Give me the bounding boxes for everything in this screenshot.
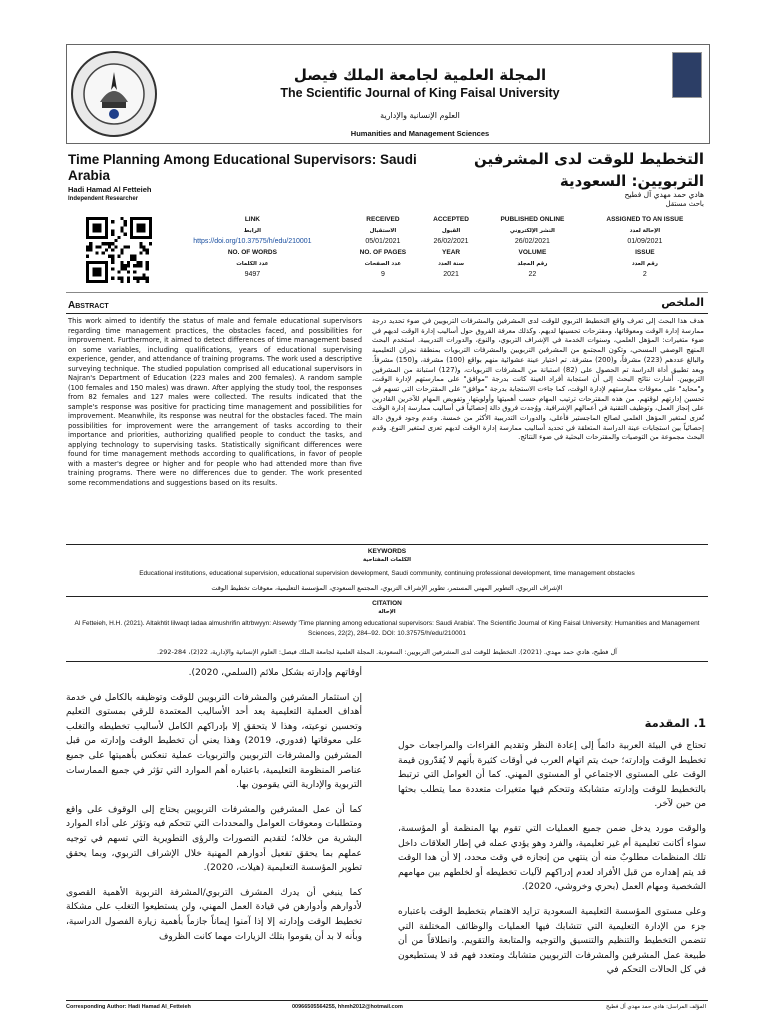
author-contact[interactable]: 00966505564255, hhmh2012@hotmail.com xyxy=(292,1004,403,1010)
meta-label: ASSIGNED TO AN ISSUE xyxy=(606,216,684,223)
meta-label: LINK xyxy=(244,216,260,223)
paragraph: والوقت مورد يدخل ضمن جميع العمليات التي تقوم بها المنظمة أو المؤسسة، سواء أكانت تعليمية أم غير تعليمية، والفرد وهو يؤدي عمله في إطار العلاقات داخل تلك المنظمات مطلوبٌ منه أن ينتهي من إنجازه في وقت محدد، إلا أن هدا الوقت قد يتم إهداره من قبل الأفراد لعدم إدراكهم لآليات تخطيطه أو لخلطهم بين مهامهم الشخصية ومهام العمل (بحري وخروشي، 2020). xyxy=(398,823,706,893)
citation-english: Al Fetteieh, H.H. (2021). Altakhtit lilwaqt ladaa almushrifin altrbwyyn: Alsewdy 'Time planning among educational supervisors: Saudi Arabia'. The Scientific Journal of King Faisal University: Humanities and Management Sciences, 22(2), 284–92. DOI: 10.37575/h/edu/210001 xyxy=(74,620,700,637)
paragraph: كما أن عمل المشرفين والمشرفات التربويين يحتاج إلى الوقوف على واقع ومتطلبات ومعوقات العوامل والمحددات التي تتحكم فيه وتؤثر على أداء الموارد البشرية من خلاله؛ لتقديم التصورات والرؤى التطويرية التي تسهم في توجيه عملهم بما يحقق تفعيل أدوارهم المهنية خلال الإشراف التربوي، وبما يحقق تطوير المؤسسة التعليمية (هيلات، 2020). xyxy=(66,804,362,874)
paragraph: إن استثمار المشرفين والمشرفات التربويين للوقت وتوظيفه بالكامل في خدمة أهداف العملية التعليمية يعد أحد الأساليب المعتمدة للرقي بمستوى التعليم وتحسين نوعيته، وهذا لا يتحقق إلا بإدراكهم الكامل لأساليب تخطيطه والتغلب على معوقاتها (فدوري، 2019) وهذا يعني أن تخطيط الوقت وإدارته من قبل المشرفين والمشرفات التربويين والتربويات عملية تنعكس بأهميتها على جميع عناصر المنظومة التعليمية، باعتباره أهم الموارد التي تؤثر في جميع الممارسات التربوية والإدارية التي يقومون بها. xyxy=(66,692,362,791)
meta-value: 26/02/2021 xyxy=(433,238,469,245)
meta-value: 9 xyxy=(380,271,385,278)
journal-section-english: Humanities and Management Sciences xyxy=(350,129,490,138)
divider xyxy=(66,596,708,597)
divider xyxy=(66,544,708,545)
meta-value: 2 xyxy=(642,271,647,278)
meta-value: 9497 xyxy=(244,271,261,278)
meta-label: NO. OF PAGES xyxy=(359,249,407,256)
meta-value: 2021 xyxy=(443,271,459,278)
corresponding-author: Corresponding Author: Hadi Hamad Al_Fetteieh xyxy=(66,1004,191,1010)
journal-title-english: The Scientific Journal of King Faisal University xyxy=(280,86,560,100)
citation-heading-arabic: الإحالة xyxy=(378,609,396,615)
abstract-heading-arabic: الملخص xyxy=(661,296,704,309)
author-affiliation-english: Independent Researcher xyxy=(68,196,139,202)
divider xyxy=(66,661,708,662)
meta-label: VOLUME xyxy=(518,249,547,256)
journal-title-arabic: المجلة العلمية لجامعة الملك فيصل xyxy=(293,66,547,84)
university-logo xyxy=(70,50,158,138)
qr-code-icon[interactable] xyxy=(86,217,152,283)
paragraph: تحتاج في البيئة العربية دائماً إلى إعادة النظر وتقديم القراءات والمراجعات حول تخطيط الوقت وإدارته؛ حيث يتم اتهام العرب في أوقات كثيرة بأنهم لا يُقدّرون قيمة الوقت على المستوى الاجتماعي أو المستوى المهني. كما أن العوامل التي ترتبط بالتخطيط للوقت وإدارته متشابكة وتتحكم فيها متغيرات متعددة مما يتطلب بحثها من حين لآخر. xyxy=(398,741,706,810)
journal-cover-thumbnail xyxy=(672,52,702,98)
meta-label: الرابط xyxy=(243,227,261,234)
meta-label: ACCEPTED xyxy=(433,216,469,223)
citation-arabic: آل فطيح، هادي حمد مهدي. (2021). التخطيط للوقت لدى المشرفين التربويين: السعودية. المجلة العلمية لجامعة الملك فيصل: العلوم الإنسانية والإدارية، 22(2)، 284-292. xyxy=(157,648,617,656)
meta-label: عدد الكلمات xyxy=(236,260,269,267)
meta-label: عدد الصفحات xyxy=(364,260,402,267)
meta-value: 22 xyxy=(528,271,537,278)
meta-label: سنة العدد xyxy=(438,260,465,267)
meta-value[interactable]: https://doi.org/10.37575/h/edu/210001 xyxy=(193,238,312,245)
keywords-heading-arabic: الكلمات المفتاحية xyxy=(362,557,412,563)
article-title-arabic: التخطيط للوقت لدى المشرفين التربويين: السعودية xyxy=(474,150,704,190)
citation-heading-english: CITATION xyxy=(372,600,402,607)
keywords-arabic: الإشراف التربوي، التطوير المهني المستمر، تطوير الإشراف التربوي، المجتمع السعودي، المؤسسة التعليمية، معوقات تخطيط الوقت xyxy=(211,584,563,592)
body-column-right xyxy=(398,739,706,988)
meta-label: YEAR xyxy=(442,249,461,256)
meta-label: الإحالة لعدد xyxy=(629,227,661,234)
abstract-heading-english: Abstract xyxy=(68,300,109,311)
divider xyxy=(66,1000,708,1001)
meta-value: 05/01/2021 xyxy=(365,238,401,245)
article-metadata-table xyxy=(160,214,706,280)
abstract-text-arabic: هدف هذا البحث إلى تعرف واقع التخطيط التربوي للوقت لدى المشرفين والمشرفات التربويين في ضوء تحديد درجة ممارسة إدارة الوقت ومعوقاتها، ومقترحات تحسينها لديهم. وكذلك معرفة الفروق حول أساليب إدارة الوقت لديهم في ضوء متغيرات: المؤهل العلمي، وسنوات الخدمة في الإشراف التربوي، والنوع، والدورات التدريبية. استخدم البحث المنهج الوصفي المسحي، وتكون المجتمع من المشرفين التربويين والمشرفات التربويات بمنطقة نجران التعليمية والبالغ عددهم (223) مشرفاً، و(200) مشرفة. تم اختيار عينة عشوائية منهم بواقع (100) مشرفة، و(150) مشرفاً. وبعد تطبيق أداة الدراسة تم الحصول على (82) استبانة من المشرفات التربويات، و(127) استبانة من المشرفين التربويين. أشارت نتائج البحث إلى أن استجابة أفراد العينة كانت بدرجة "موافق" على ممارستهم لإدارة الوقت، و"محايد" على معوقات ممارستهم لإدارة الوقت، كما جاءت الاستجابة بدرجة "موافق" على المقترحات التي تسهم في تحسين إدارتهم لوقتهم. من هذه المقترحات ترتيب المهام حسب أهميتها وأولويتها، وتفويض المهام للآخرين القادرين على إنجاز العمل، وتوظيف التقنية في أعمالهم الإشرافية. ووُجدت فروق دالة إحصائياً في أساليب ممارسة إدارة الوقت تُعزى لمتغير المؤهل العلمي لصالح الماجستير فأعلى، والدورات التدريبية الأكثر من خمسة. وعدم وجود فروق دالة إحصائياً بين استجابات عينة الدراسة المتعلقة في تحديد أساليب ممارسة إدارة الوقت لديهم تعزى لمتغير النوع. وقدم البحث مجموعة من التوصيات والمقترحات البحثية في ضوء النتائج. xyxy=(372,317,705,442)
paragraph: أوقاتهم وإدارته بشكل ملائم (السلمي، 2020). xyxy=(188,668,362,678)
meta-value: 26/02/2021 xyxy=(514,238,550,245)
meta-label: رقم المجلد xyxy=(517,260,548,267)
keywords-heading-english: KEYWORDS xyxy=(367,548,407,555)
keywords-english: Educational institutions, educational supervision, educational supervision development, Saudi community, continuing professional development, time management obstacles xyxy=(139,570,635,577)
paragraph: وعلى مستوى المؤسسة التعليمية السعودية تزايد الاهتمام بتخطيط الوقت باعتباره جزء من الإدارة التعليمية التي تتشابك فيها العمليات والوظائف المختلفة التي تتضمن التخطيط والتنظيم والتنسيق والتوجيه والمتابعة والتقويم. وانطلاقاً من أن طبيعة عمل المشرفين والمشرفات التربويين متشابك ومتعدد فهم قد لا يستطيعون في كل الحالات التحكم في xyxy=(398,906,706,976)
abstract-text-english: This work aimed to identify the status of male and female educational supervisors regarding time management practices, the obstacles faced, and possibilities for improvement. Furthermore, it aimed to detect differences of time management based on some variables, including qualifications, years of educational supervising experience, gender, and attendance of training programs. The work used a descriptive surveying technique. The studied population comprised all educational supervisors in Najran's Department of Education (223 males and 200 females). A random sample (100 females and 150 males) was drawn. After applying the study tool, the responses from 82 females and 127 males were collected. The results indicated that the sample's response was positive for practicing time management and possibilities for improvement. Meanwhile, its response was neutral for the obstacles faced. The main possibilities for improvement were the arrangement of tasks according to their importance and priorities, authorizing qualified people to conduct the tasks, and applying technology to supervising tasks. Statistically significant differences were found for time management methods according to qualifications, in favor of people with a master's degree or higher and for people who had attended more than five training programs. There were no differences due to gender. The work presented some recommendations and suggestions based on its results. xyxy=(68,317,363,487)
meta-label: ISSUE xyxy=(635,249,655,256)
author-name-english: Hadi Hamad Al Fetteieh xyxy=(68,185,152,194)
corresponding-author-arabic: المؤلف المراسل: هادي حمد مهدي آل فطيح xyxy=(605,1004,706,1010)
journal-section-arabic: العلوم الإنسانية والإدارية xyxy=(380,111,460,120)
meta-label: PUBLISHED ONLINE xyxy=(500,216,565,223)
author-affiliation-arabic: باحث مستقل xyxy=(665,200,704,208)
divider xyxy=(66,292,708,293)
meta-label: NO. OF WORDS xyxy=(227,249,277,256)
author-name-arabic: هادي حمد مهدي آل فطيح xyxy=(624,190,704,199)
meta-label: RECEIVED xyxy=(366,216,400,223)
meta-label: النشر الإلكتروني xyxy=(509,227,555,234)
meta-label: القبول xyxy=(441,227,461,234)
divider xyxy=(66,313,708,314)
article-title-english: Time Planning Among Educational Supervisors: Saudi Arabia xyxy=(68,152,417,183)
paragraph: كما ينبغي أن يدرك المشرف التربوي/المشرفة التربوية الأهمية القصوى لأدوارهم وأدوارهن في قيادة العمل المهني، ولن يستطيعوا التغلب على مشكلة تخطيط الوقت وإدارته إلا إذا آمنوا إيماناً جازماً بأهمية زيارة الفصول الدراسية، وبأنه لا بد أن يقوموا بتلك الزيارات مهما كانت الظروف xyxy=(66,887,362,942)
section-heading-introduction: 1. المقدمة xyxy=(644,716,706,730)
body-column-left xyxy=(66,666,362,954)
meta-value: 01/09/2021 xyxy=(627,238,663,245)
meta-label: الاستقبال xyxy=(369,227,397,234)
meta-label: رقم العدد xyxy=(631,260,658,267)
